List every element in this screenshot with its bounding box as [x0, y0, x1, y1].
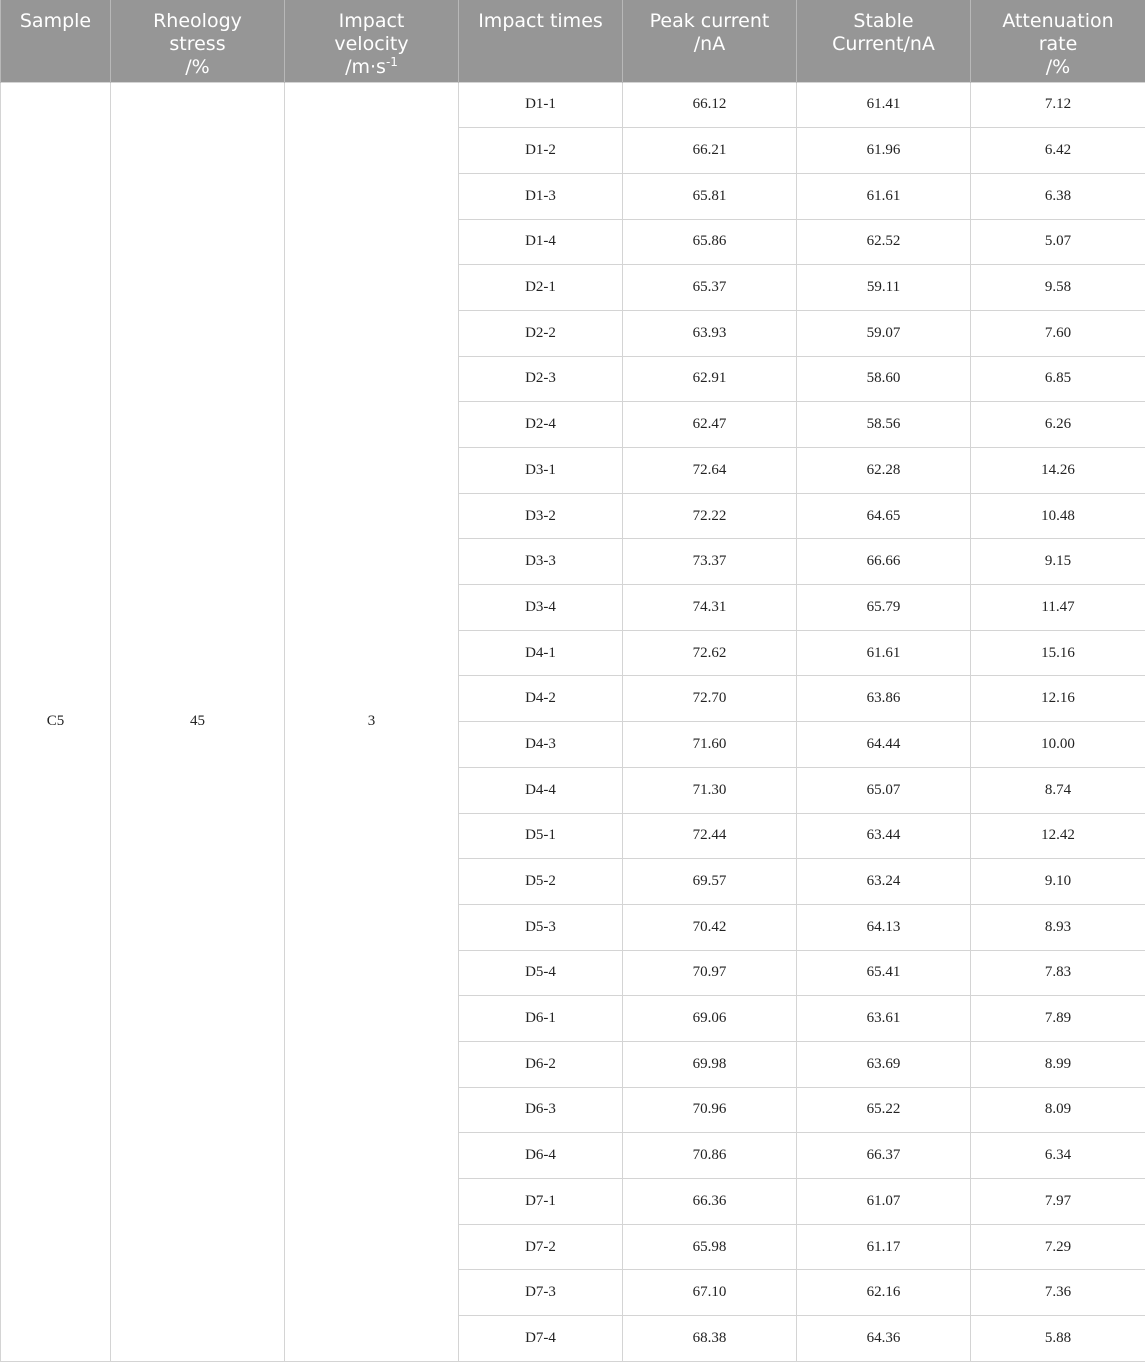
peak-current-cell: 66.36: [623, 1179, 797, 1225]
peak-current-cell: 69.98: [623, 1041, 797, 1087]
impact-times-cell: D5-1: [459, 813, 623, 859]
attenuation-rate-cell: 12.16: [971, 676, 1145, 722]
header-text: rate: [1038, 33, 1078, 55]
column-header-impact-velocity: [285, 0, 459, 82]
stable-current-cell: 63.86: [797, 676, 971, 722]
impact-times-cell: D1-4: [459, 219, 623, 265]
header-text: Impact times: [478, 10, 603, 32]
impact-times-cell: D4-4: [459, 767, 623, 813]
attenuation-rate-cell: 6.38: [971, 173, 1145, 219]
header-text: Impact: [338, 10, 405, 32]
header-text: Peak current: [649, 10, 770, 32]
peak-current-cell: 62.91: [623, 356, 797, 402]
stable-current-cell: 63.24: [797, 859, 971, 905]
column-header-rheology-stress: [111, 0, 285, 82]
impact-times-cell: D4-3: [459, 722, 623, 768]
stable-current-cell: 61.07: [797, 1179, 971, 1225]
attenuation-rate-cell: 6.26: [971, 402, 1145, 448]
peak-current-cell: 74.31: [623, 585, 797, 631]
attenuation-rate-cell: 7.12: [971, 82, 1145, 128]
impact-times-cell: D5-4: [459, 950, 623, 996]
stable-current-cell: 61.17: [797, 1224, 971, 1270]
peak-current-cell: 70.97: [623, 950, 797, 996]
peak-current-cell: 72.62: [623, 630, 797, 676]
peak-current-cell: 66.21: [623, 128, 797, 174]
impact-times-cell: D4-2: [459, 676, 623, 722]
stable-current-cell: 62.28: [797, 448, 971, 494]
header-text: /nA: [693, 33, 726, 55]
column-header-stable-current: [797, 0, 971, 82]
impact-times-cell: D5-2: [459, 859, 623, 905]
attenuation-rate-cell: 7.83: [971, 950, 1145, 996]
attenuation-rate-cell: 10.48: [971, 493, 1145, 539]
peak-current-cell: 65.37: [623, 265, 797, 311]
impact-times-cell: D6-2: [459, 1041, 623, 1087]
attenuation-rate-cell: 8.93: [971, 904, 1145, 950]
peak-current-cell: 70.96: [623, 1087, 797, 1133]
stable-current-cell: 63.61: [797, 996, 971, 1042]
attenuation-rate-cell: 9.10: [971, 859, 1145, 905]
impact-times-cell: D7-1: [459, 1179, 623, 1225]
impact-times-cell: D3-1: [459, 448, 623, 494]
impact-velocity-cell: 3: [285, 82, 459, 1361]
stable-current-cell: 65.79: [797, 585, 971, 631]
stable-current-cell: 62.52: [797, 219, 971, 265]
header-unit: [289, 56, 454, 79]
impact-times-cell: D6-4: [459, 1133, 623, 1179]
attenuation-rate-cell: 11.47: [971, 585, 1145, 631]
table-header: [1, 0, 1145, 82]
impact-times-cell: D3-2: [459, 493, 623, 539]
peak-current-cell: 66.12: [623, 82, 797, 128]
header-text: Sample: [19, 10, 92, 32]
stable-current-cell: 65.07: [797, 767, 971, 813]
stable-current-cell: 63.44: [797, 813, 971, 859]
stable-current-cell: 59.11: [797, 265, 971, 311]
attenuation-rate-cell: 14.26: [971, 448, 1145, 494]
impact-times-cell: D6-3: [459, 1087, 623, 1133]
stable-current-cell: 59.07: [797, 310, 971, 356]
impact-times-cell: D1-3: [459, 173, 623, 219]
attenuation-rate-cell: 6.34: [971, 1133, 1145, 1179]
header-text: /%: [185, 56, 210, 78]
header-text: /m·s: [345, 56, 386, 78]
attenuation-rate-cell: 7.89: [971, 996, 1145, 1042]
peak-current-cell: 72.22: [623, 493, 797, 539]
stable-current-cell: 61.96: [797, 128, 971, 174]
peak-current-cell: 68.38: [623, 1316, 797, 1362]
peak-current-cell: 71.60: [623, 722, 797, 768]
header-text: velocity: [334, 33, 409, 55]
peak-current-cell: 72.64: [623, 448, 797, 494]
peak-current-cell: 65.98: [623, 1224, 797, 1270]
attenuation-rate-cell: 7.29: [971, 1224, 1145, 1270]
column-header-impact-times: [459, 0, 623, 82]
stable-current-cell: 65.22: [797, 1087, 971, 1133]
attenuation-rate-cell: 15.16: [971, 630, 1145, 676]
impact-times-cell: D2-3: [459, 356, 623, 402]
peak-current-cell: 71.30: [623, 767, 797, 813]
stable-current-cell: 66.37: [797, 1133, 971, 1179]
stable-current-cell: 58.56: [797, 402, 971, 448]
attenuation-rate-cell: 9.15: [971, 539, 1145, 585]
header-text: Attenuation: [1002, 10, 1114, 32]
impact-times-cell: D1-1: [459, 82, 623, 128]
stable-current-cell: 64.44: [797, 722, 971, 768]
peak-current-cell: 70.86: [623, 1133, 797, 1179]
peak-current-cell: 72.44: [623, 813, 797, 859]
impact-times-cell: D2-1: [459, 265, 623, 311]
attenuation-rate-cell: 8.99: [971, 1041, 1145, 1087]
stable-current-cell: 65.41: [797, 950, 971, 996]
peak-current-cell: 69.06: [623, 996, 797, 1042]
stable-current-cell: 64.65: [797, 493, 971, 539]
attenuation-rate-cell: 5.07: [971, 219, 1145, 265]
impact-times-cell: D3-3: [459, 539, 623, 585]
header-text: stress: [169, 33, 226, 55]
column-header-attenuation-rate: [971, 0, 1145, 82]
attenuation-rate-cell: 8.09: [971, 1087, 1145, 1133]
rheology-stress-cell: 45: [111, 82, 285, 1361]
table-body: [1, 82, 1145, 1361]
stable-current-cell: 64.36: [797, 1316, 971, 1362]
sample-cell: C5: [1, 82, 111, 1361]
stable-current-cell: 66.66: [797, 539, 971, 585]
peak-current-cell: 70.42: [623, 904, 797, 950]
header-text: /%: [1045, 56, 1071, 78]
stable-current-cell: 64.13: [797, 904, 971, 950]
attenuation-rate-cell: 5.88: [971, 1316, 1145, 1362]
column-header-sample: [1, 0, 111, 82]
header-superscript: -1: [385, 55, 398, 69]
stable-current-cell: 61.61: [797, 630, 971, 676]
header-text: Current/nA: [832, 33, 935, 55]
stable-current-cell: 63.69: [797, 1041, 971, 1087]
impact-times-cell: D5-3: [459, 904, 623, 950]
impact-times-cell: D3-4: [459, 585, 623, 631]
impact-times-cell: D2-2: [459, 310, 623, 356]
attenuation-rate-cell: 8.74: [971, 767, 1145, 813]
attenuation-rate-cell: 10.00: [971, 722, 1145, 768]
table-row: [1, 82, 1145, 128]
attenuation-rate-cell: 7.36: [971, 1270, 1145, 1316]
peak-current-cell: 63.93: [623, 310, 797, 356]
impact-times-cell: D7-2: [459, 1224, 623, 1270]
impact-times-cell: D7-4: [459, 1316, 623, 1362]
attenuation-rate-cell: 6.42: [971, 128, 1145, 174]
peak-current-cell: 62.47: [623, 402, 797, 448]
peak-current-cell: 73.37: [623, 539, 797, 585]
attenuation-rate-cell: 7.97: [971, 1179, 1145, 1225]
attenuation-rate-cell: 6.85: [971, 356, 1145, 402]
impact-times-cell: D7-3: [459, 1270, 623, 1316]
stable-current-cell: 61.61: [797, 173, 971, 219]
attenuation-rate-cell: 7.60: [971, 310, 1145, 356]
stable-current-cell: 58.60: [797, 356, 971, 402]
column-header-peak-current: [623, 0, 797, 82]
stable-current-cell: 62.16: [797, 1270, 971, 1316]
peak-current-cell: 65.86: [623, 219, 797, 265]
attenuation-rate-cell: 12.42: [971, 813, 1145, 859]
stable-current-cell: 61.41: [797, 82, 971, 128]
impact-times-cell: D2-4: [459, 402, 623, 448]
header-text: Rheology: [153, 10, 242, 32]
peak-current-cell: 67.10: [623, 1270, 797, 1316]
impact-times-cell: D4-1: [459, 630, 623, 676]
header-row: [1, 0, 1145, 82]
header-text: Stable: [853, 10, 914, 32]
peak-current-cell: 69.57: [623, 859, 797, 905]
peak-current-cell: 72.70: [623, 676, 797, 722]
impact-times-cell: D6-1: [459, 996, 623, 1042]
impact-times-cell: D1-2: [459, 128, 623, 174]
peak-current-cell: 65.81: [623, 173, 797, 219]
attenuation-rate-cell: 9.58: [971, 265, 1145, 311]
